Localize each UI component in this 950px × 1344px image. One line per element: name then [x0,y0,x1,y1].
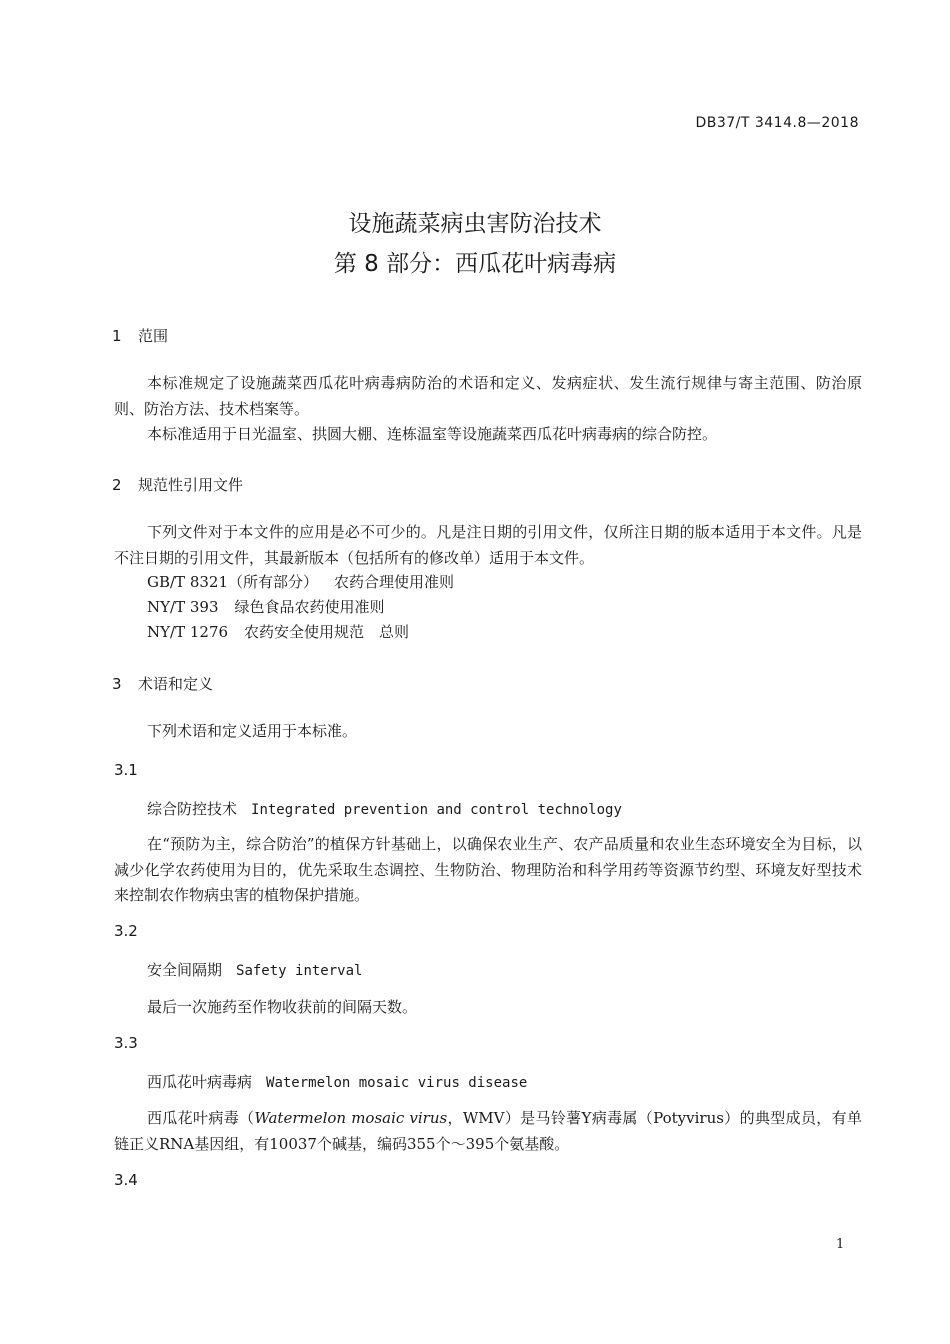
clause-number: 3.1 [114,761,138,779]
reference-title: 农药合理使用准则 [334,573,455,591]
section-title: 范围 [138,327,169,345]
document-title: 设施蔬菜病虫害防治技术 [348,211,602,237]
section-number: 1 [112,327,122,345]
reference-code: NY/T 1276 [147,623,229,641]
clause-number: 3.3 [114,1034,138,1052]
term-entry [147,798,622,819]
page-number: 1 [836,1237,845,1252]
section-title: 规范性引用文件 [138,476,244,494]
definition-text: ，WMV）是马铃薯Y病毒属（Potyvirus）的典型成员，有单链正义RNA基因组，有10037个碱基，编码355个～395个氨基酸。 [114,1109,862,1153]
document-subtitle: 第 8 部分：西瓜花叶病毒病 [333,251,617,277]
standard-number: DB37/T 3414.8—2018 [695,115,859,131]
section-heading-scope [112,325,168,346]
clause-number: 3.2 [114,922,138,940]
section-title: 术语和定义 [138,675,214,693]
paragraph: 本标准规定了设施蔬菜西瓜花叶病毒病防治的术语和定义、发病症状、发生流行规律与寄主范围、防治原则、防治方法、技术档案等。 [114,374,862,418]
term-entry [147,959,362,980]
term-definition: 最后一次施药至作物收获前的间隔天数。 [147,998,418,1016]
reference-item [147,596,385,617]
reference-code: NY/T 393 [147,598,219,616]
term-zh: 西瓜花叶病毒病 [147,1073,253,1091]
reference-item [147,571,454,592]
term-definition: 在“预防为主，综合防治”的植保方针基础上，以确保农业生产、农产品质量和农业生态环境安全为目标，以减少化学农药使用为目的，优先采取生态调控、生物防治、物理防治和科学用药等资源节约型、环境友好型技术来控制农作物病虫害的植物保护措施。 [114,835,862,904]
section-heading-normative-references [112,474,243,495]
reference-item [147,621,409,642]
section-heading-terms-definitions [112,673,213,694]
term-zh: 安全间隔期 [147,961,223,979]
term-entry [147,1071,527,1092]
reference-title: 绿色食品农药使用准则 [234,598,385,616]
definition-text: 西瓜花叶病毒（ [147,1109,255,1127]
section-number: 2 [112,476,122,494]
term-en: Integrated prevention and control technology [251,802,622,818]
clause-number: 3.4 [114,1171,138,1189]
section-number: 3 [112,675,122,693]
reference-title: 农药安全使用规范 总则 [244,623,410,641]
paragraph: 下列术语和定义适用于本标准。 [147,722,358,740]
virus-scientific-name: Watermelon mosaic virus [254,1109,448,1127]
reference-code: GB/T 8321（所有部分） [147,573,319,591]
paragraph: 下列文件对于本文件的应用是必不可少的。凡是注日期的引用文件，仅所注日期的版本适用于本文件。凡是不注日期的引用文件，其最新版本（包括所有的修改单）适用于本文件。 [114,523,862,567]
term-zh: 综合防控技术 [147,800,238,818]
term-en: Watermelon mosaic virus disease [266,1075,528,1091]
term-definition [114,1106,862,1157]
term-en: Safety interval [236,963,363,979]
paragraph: 本标准适用于日光温室、拱圆大棚、连栋温室等设施蔬菜西瓜花叶病毒病的综合防控。 [147,425,718,443]
